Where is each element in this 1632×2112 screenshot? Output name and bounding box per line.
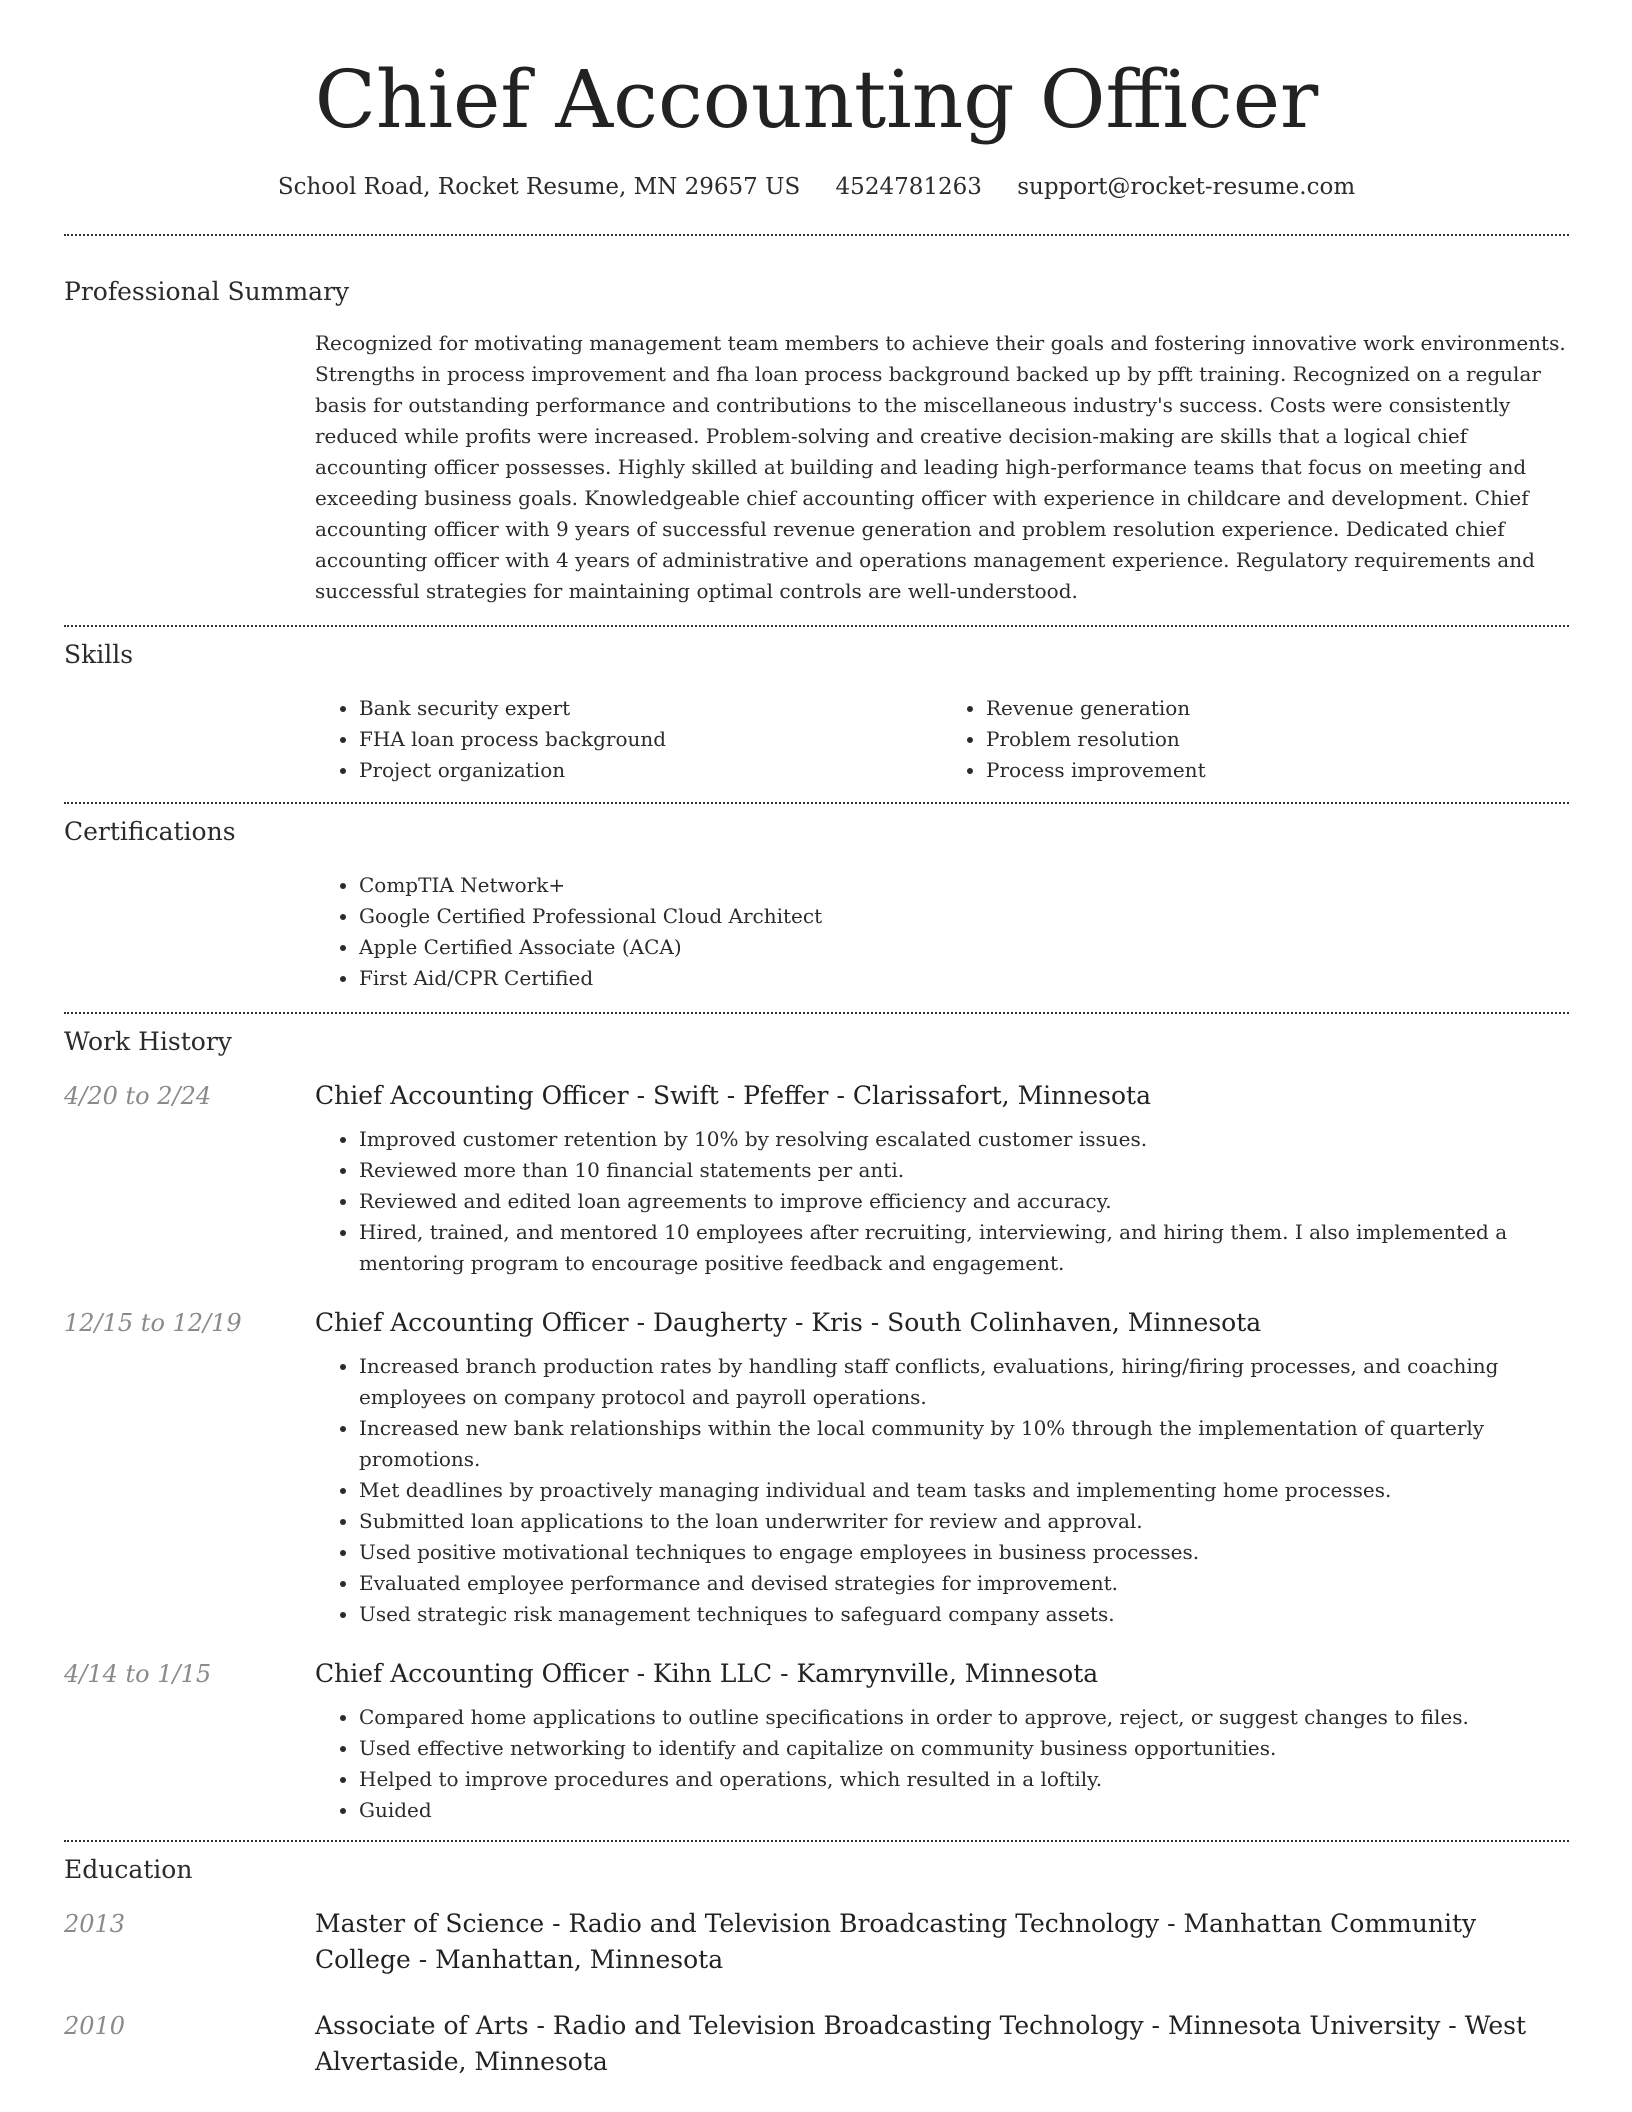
job-bullets xyxy=(315,1351,1569,1630)
job-bullets xyxy=(315,1702,1569,1826)
skill-item: • Revenue generation xyxy=(986,693,1569,724)
contact-line xyxy=(64,172,1569,202)
education-year: 2010 xyxy=(64,2012,126,2040)
job-bullet: • Reviewed and edited loan agreements to improve efficiency and accuracy. xyxy=(359,1186,1569,1217)
section-title-certifications: Certifications xyxy=(64,817,236,846)
job-bullets xyxy=(315,1124,1569,1279)
job-bullet: • Increased new bank relationships within the local community by 10% through the implementation of quarterly promotions. xyxy=(359,1413,1569,1475)
resume-page xyxy=(64,0,1569,2080)
email-text: support@rocket-resume.com xyxy=(1017,174,1356,200)
summary-text: Recognized for motivating management team members to achieve their goals and fostering innovative work environments. Strengths in process improvement and fha loan process background backed up by pfft training. Recognized on a regular basis for outstanding performance and contributions to the miscellaneous industry's success. Costs were consistently reduced while profits were increased. Problem-solving and creative decision-making are skills that a logical chief accounting officer possesses. Highly skilled at building and leading high-performance teams that focus on meeting and exceeding business goals. Knowledgeable chief accounting officer with experience in childcare and development. Chief accounting officer with 9 years of successful revenue generation and problem resolution experience. Dedicated chief accounting officer with 4 years of administrative and operations management experience. Regulatory requirements and successful strategies for maintaining optimal controls are well-understood. xyxy=(315,331,1566,603)
skill-item: • Process improvement xyxy=(986,755,1569,786)
education-title: Master of Science - Radio and Television Broadcasting Technology - Manhattan Community College - Manhattan, Minnesota xyxy=(315,1909,1477,1974)
job-bullet: • Used positive motivational techniques to engage employees in business processes. xyxy=(359,1537,1569,1568)
summary-section xyxy=(64,236,1569,607)
job-entry xyxy=(64,1305,1569,1630)
job-dates: 12/15 to 12/19 xyxy=(64,1309,242,1337)
job-entry xyxy=(64,1656,1569,1826)
section-title-work-history: Work History xyxy=(64,1027,232,1056)
phone-text: 4524781263 xyxy=(835,174,982,200)
certification-item: • Google Certified Professional Cloud Architect xyxy=(359,901,1569,932)
skill-item: • Project organization xyxy=(359,755,942,786)
section-title-summary: Professional Summary xyxy=(64,277,350,306)
education-section xyxy=(64,1842,1569,2080)
job-bullet: • Guided xyxy=(359,1795,1569,1826)
certification-item: • CompTIA Network+ xyxy=(359,870,1569,901)
job-title: Chief Accounting Officer - Daugherty - Kris - South Colinhaven, Minnesota xyxy=(315,1308,1262,1337)
skills-list-right xyxy=(942,693,1569,786)
skill-item: • FHA loan process background xyxy=(359,724,942,755)
education-title: Associate of Arts - Radio and Television Broadcasting Technology - Minnesota University - West Alvertaside, Minnesota xyxy=(315,2011,1527,2076)
job-entry xyxy=(64,1078,1569,1279)
work-history-section xyxy=(64,1014,1569,1826)
job-bullet: • Improved customer retention by 10% by resolving escalated customer issues. xyxy=(359,1124,1569,1155)
section-title-education: Education xyxy=(64,1855,193,1884)
certification-item: • First Aid/CPR Certified xyxy=(359,963,1569,994)
skills-list-left xyxy=(315,693,942,786)
job-bullet: • Used effective networking to identify and capitalize on community business opportunities. xyxy=(359,1733,1569,1764)
section-title-skills: Skills xyxy=(64,640,134,669)
job-bullet: • Hired, trained, and mentored 10 employees after recruiting, interviewing, and hiring them. I also implemented a mentoring program to encourage positive feedback and engagement. xyxy=(359,1217,1569,1279)
address-text: School Road, Rocket Resume, MN 29657 US xyxy=(277,174,801,200)
job-bullet: • Met deadlines by proactively managing individual and team tasks and implementing home processes. xyxy=(359,1475,1569,1506)
job-bullet: • Compared home applications to outline specifications in order to approve, reject, or suggest changes to files. xyxy=(359,1702,1569,1733)
certifications-section xyxy=(64,804,1569,994)
job-bullet: • Increased branch production rates by handling staff conflicts, evaluations, hiring/firing processes, and coaching employees on company protocol and payroll operations. xyxy=(359,1351,1569,1413)
job-dates: 4/14 to 1/15 xyxy=(64,1660,212,1688)
job-title: Chief Accounting Officer - Swift - Pfeffer - Clarissafort, Minnesota xyxy=(315,1081,1151,1110)
job-dates: 4/20 to 2/24 xyxy=(64,1082,212,1110)
education-year: 2013 xyxy=(64,1910,126,1938)
resume-name: Chief Accounting Officer xyxy=(314,53,1319,146)
certification-item: • Apple Certified Associate (ACA) xyxy=(359,932,1569,963)
education-entry xyxy=(64,1906,1569,1978)
certifications-list xyxy=(315,870,1569,994)
job-bullet: • Used strategic risk management techniques to safeguard company assets. xyxy=(359,1599,1569,1630)
job-title: Chief Accounting Officer - Kihn LLC - Kamrynville, Minnesota xyxy=(315,1659,1099,1688)
job-bullet: • Reviewed more than 10 financial statements per anti. xyxy=(359,1155,1569,1186)
skill-item: • Problem resolution xyxy=(986,724,1569,755)
job-bullet: • Submitted loan applications to the loan underwriter for review and approval. xyxy=(359,1506,1569,1537)
skills-section xyxy=(64,627,1569,786)
job-bullet: • Helped to improve procedures and operations, which resulted in a loftily. xyxy=(359,1764,1569,1795)
skill-item: • Bank security expert xyxy=(359,693,942,724)
job-bullet: • Evaluated employee performance and devised strategies for improvement. xyxy=(359,1568,1569,1599)
education-entry xyxy=(64,2008,1569,2080)
